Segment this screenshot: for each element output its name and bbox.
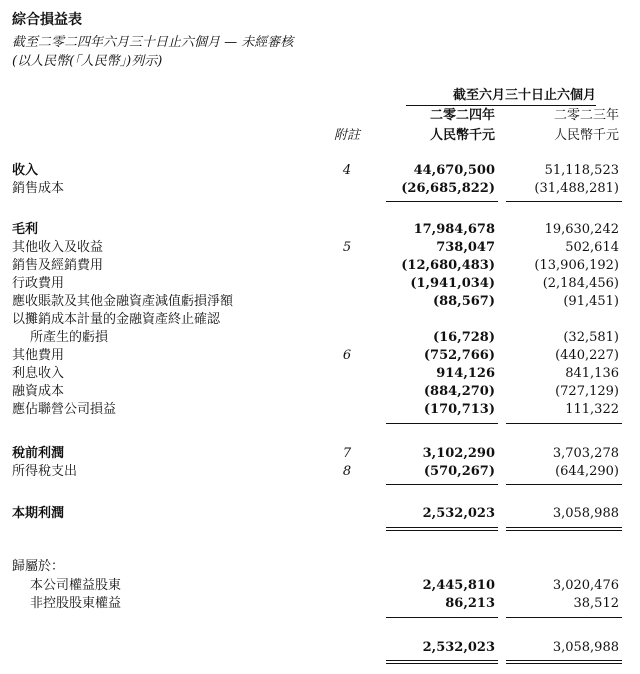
row-label: 稅前利潤 bbox=[12, 446, 65, 461]
table-row bbox=[0, 401, 640, 419]
row-prior-value: (32,581) bbox=[563, 330, 619, 345]
statement-title: 綜合損益表 bbox=[12, 12, 82, 28]
row-label: 非控股股東權益 bbox=[30, 596, 122, 611]
prior-year-header: 二零二三年 bbox=[553, 108, 619, 123]
row-current-value: 738,047 bbox=[436, 240, 495, 255]
row-current-value: 17,984,678 bbox=[413, 222, 495, 237]
row-current-value: (1,941,034) bbox=[410, 276, 495, 291]
total-double-rule bbox=[506, 663, 622, 664]
row-prior-value: 3,703,278 bbox=[552, 446, 619, 461]
period-header: 截至六月三十日止六個月 bbox=[406, 84, 596, 106]
row-current-value: 2,445,810 bbox=[422, 578, 495, 593]
row-prior-value: 3,020,476 bbox=[552, 578, 619, 593]
table-row bbox=[0, 347, 640, 365]
row-label: 以攤銷成本計量的金融資產終止確認 bbox=[12, 312, 221, 327]
row-label: 行政費用 bbox=[12, 276, 65, 291]
subtotal-rule bbox=[386, 423, 498, 424]
table-row bbox=[0, 365, 640, 383]
table-row bbox=[0, 162, 640, 180]
subtotal-rule bbox=[386, 201, 498, 202]
row-note: 4 bbox=[342, 163, 352, 178]
subtotal-rule bbox=[506, 201, 622, 202]
prior-unit-header: 人民幣千元 bbox=[553, 128, 619, 143]
table-row bbox=[0, 577, 640, 595]
row-prior-value: (644,290) bbox=[555, 464, 619, 479]
row-prior-value: (727,129) bbox=[555, 384, 619, 399]
row-current-value: 86,213 bbox=[445, 596, 495, 611]
row-note: 5 bbox=[342, 240, 352, 255]
row-current-value: (26,685,822) bbox=[401, 181, 495, 196]
row-label: 歸屬於： bbox=[12, 559, 65, 574]
row-current-value: 44,670,500 bbox=[413, 163, 495, 178]
row-label: 所產生的虧損 bbox=[30, 330, 109, 345]
subtotal-rule bbox=[506, 617, 622, 618]
row-prior-value: 51,118,523 bbox=[544, 163, 619, 178]
table-row bbox=[0, 595, 640, 613]
row-label: 銷售成本 bbox=[12, 181, 65, 196]
row-prior-value: 502,614 bbox=[565, 240, 619, 255]
row-note: 8 bbox=[342, 464, 352, 479]
table-row bbox=[0, 221, 640, 239]
row-label: 其他收入及收益 bbox=[12, 240, 104, 255]
row-current-value: 3,102,290 bbox=[422, 446, 495, 461]
table-row bbox=[0, 445, 640, 463]
total-double-rule bbox=[506, 530, 622, 531]
table-row bbox=[0, 505, 640, 523]
table-row bbox=[0, 329, 640, 347]
row-prior-value: 19,630,242 bbox=[544, 222, 619, 237]
total-double-rule bbox=[386, 663, 498, 664]
row-label: 其他費用 bbox=[12, 348, 65, 363]
table-row bbox=[0, 463, 640, 481]
total-double-rule bbox=[506, 660, 622, 661]
row-label: 毛利 bbox=[12, 222, 39, 237]
table-row bbox=[0, 239, 640, 257]
row-label: 融資成本 bbox=[12, 384, 65, 399]
table-row bbox=[0, 275, 640, 293]
subtotal-rule bbox=[386, 484, 498, 485]
note-column-header: 附註 bbox=[333, 128, 360, 143]
row-prior-value: (91,451) bbox=[563, 294, 619, 309]
total-double-rule bbox=[506, 527, 622, 528]
row-current-value: (884,270) bbox=[423, 384, 495, 399]
row-current-value: (12,680,483) bbox=[401, 258, 495, 273]
table-row bbox=[0, 639, 640, 657]
row-prior-value: 841,136 bbox=[565, 366, 619, 381]
subtotal-rule bbox=[506, 484, 622, 485]
row-label: 本公司權益股東 bbox=[30, 578, 122, 593]
row-prior-value: 38,512 bbox=[573, 596, 619, 611]
current-unit-header: 人民幣千元 bbox=[429, 128, 495, 143]
row-current-value: (170,713) bbox=[423, 402, 495, 417]
row-prior-value: 3,058,988 bbox=[552, 640, 619, 655]
row-prior-value: (440,227) bbox=[555, 348, 619, 363]
row-current-value: 2,532,023 bbox=[422, 506, 495, 521]
row-prior-value: (13,906,192) bbox=[534, 258, 619, 273]
row-label: 銷售及經銷費用 bbox=[12, 258, 104, 273]
currency-note: (以人民幣(「人民幣」)列示) bbox=[12, 54, 163, 69]
row-label: 利息收入 bbox=[12, 366, 65, 381]
row-prior-value: 111,322 bbox=[565, 402, 619, 417]
row-label: 所得稅支出 bbox=[12, 464, 78, 479]
table-row bbox=[0, 180, 640, 198]
row-label: 應佔聯營公司損益 bbox=[12, 402, 117, 417]
row-note: 6 bbox=[342, 348, 352, 363]
current-year-header: 二零二四年 bbox=[429, 108, 495, 123]
total-double-rule bbox=[386, 660, 498, 661]
row-prior-value: 3,058,988 bbox=[552, 506, 619, 521]
row-note: 7 bbox=[342, 446, 352, 461]
statement-period-subtitle: 截至二零二四年六月三十日止六個月 — 未經審核 bbox=[12, 35, 294, 50]
total-double-rule bbox=[386, 530, 498, 531]
subtotal-rule bbox=[506, 423, 622, 424]
table-row bbox=[0, 558, 640, 576]
row-label: 應收賬款及其他金融資產減值虧損淨額 bbox=[12, 294, 234, 309]
row-current-value: (570,267) bbox=[423, 464, 495, 479]
table-row bbox=[0, 293, 640, 311]
table-row bbox=[0, 257, 640, 275]
row-prior-value: (31,488,281) bbox=[534, 181, 619, 196]
row-current-value: 914,126 bbox=[436, 366, 495, 381]
table-row bbox=[0, 311, 640, 329]
total-double-rule bbox=[386, 527, 498, 528]
subtotal-rule bbox=[386, 617, 498, 618]
row-current-value: (752,766) bbox=[423, 348, 495, 363]
row-label: 收入 bbox=[12, 163, 39, 178]
row-prior-value: (2,184,456) bbox=[542, 276, 619, 291]
table-row bbox=[0, 383, 640, 401]
row-current-value: 2,532,023 bbox=[422, 640, 495, 655]
row-label: 本期利潤 bbox=[12, 506, 65, 521]
row-current-value: (16,728) bbox=[432, 330, 495, 345]
row-current-value: (88,567) bbox=[432, 294, 495, 309]
